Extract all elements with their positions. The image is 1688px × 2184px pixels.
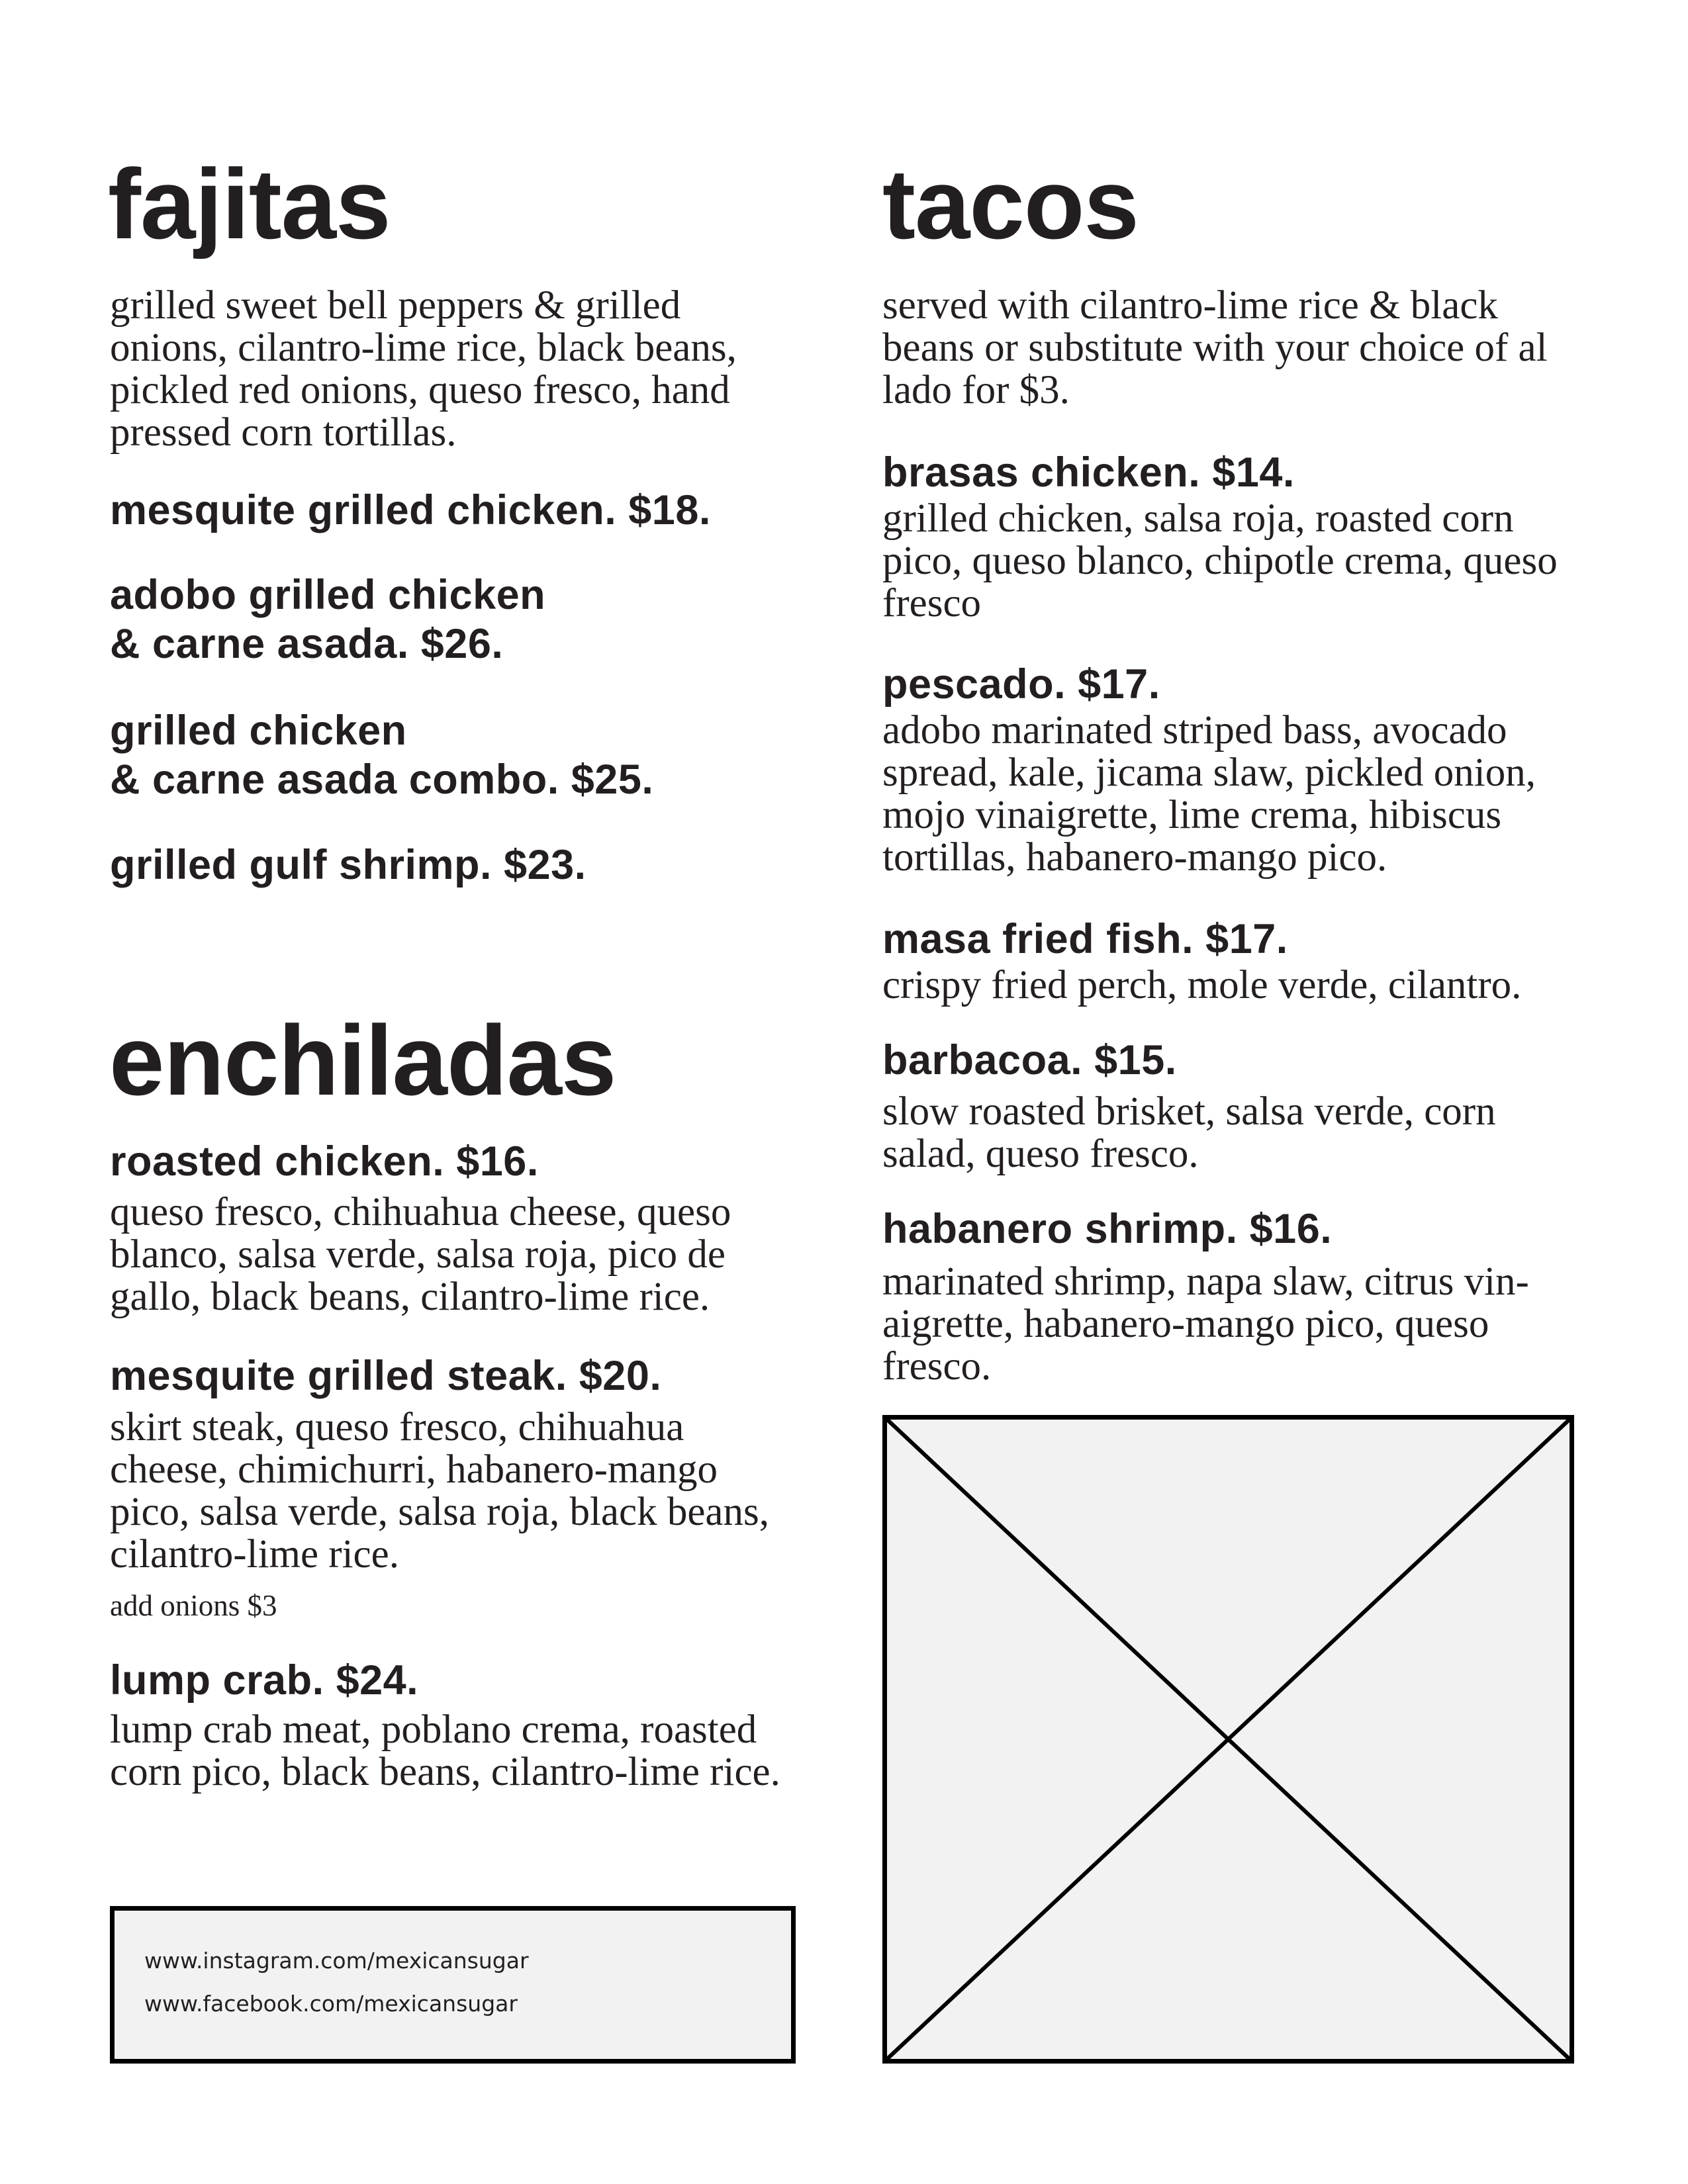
tacos-item-habanero-shrimp: habanero shrimp. $16. — [882, 1206, 1333, 1252]
fajitas-item-mesquite-chicken: mesquite grilled chicken. $18. — [110, 487, 711, 533]
tacos-item-description: grilled chicken, salsa roja, roasted corn pico, queso blanco, chipotle crema, queso fresco — [882, 496, 1558, 625]
fajitas-item-line: & carne asada combo. $25. — [110, 756, 654, 803]
enchiladas-item-grilled-steak: mesquite grilled steak. $20. — [110, 1353, 662, 1399]
enchiladas-item-lump-crab: lump crab. $24. — [110, 1657, 419, 1704]
tacos-item-description: crispy fried perch, mole verde, cilantro. — [882, 963, 1522, 1007]
fajitas-item-gulf-shrimp: grilled gulf shrimp. $23. — [110, 842, 586, 888]
social-links-box — [110, 1906, 796, 2064]
tacos-item-pescado: pescado. $17. — [882, 661, 1160, 707]
enchiladas-item-description: queso fresco, chihuahua cheese, queso blanco, salsa verde, salsa roja, pico de gallo, black beans, cilantro-lime rice. — [110, 1190, 731, 1319]
tacos-heading: tacos — [882, 148, 1139, 259]
fajitas-item-line: & carne asada. $26. — [110, 621, 504, 667]
enchiladas-item-note: add onions $3 — [110, 1589, 277, 1622]
tacos-item-masa-fried-fish: masa fried fish. $17. — [882, 916, 1288, 962]
tacos-description: served with cilantro-lime rice & black beans or substitute with your choice of al lado for $3. — [882, 283, 1548, 412]
fajitas-item-adobo-combo — [110, 570, 545, 668]
image-placeholder — [882, 1415, 1574, 2064]
enchiladas-item-description: skirt steak, queso fresco, chihuahua cheese, chimichurri, habanero-mango pico, salsa verde, salsa roja, black beans, cilantro-lime rice. — [110, 1405, 769, 1576]
enchiladas-heading: enchiladas — [109, 1005, 616, 1116]
enchiladas-item-description: lump crab meat, poblano crema, roasted corn pico, black beans, cilantro-lime rice. — [110, 1707, 780, 1794]
facebook-link[interactable]: www.facebook.com/mexicansugar — [144, 1991, 518, 2017]
fajitas-item-line: grilled chicken — [110, 707, 407, 754]
tacos-item-description: slow roasted brisket, salsa verde, corn salad, queso fresco. — [882, 1089, 1496, 1176]
enchiladas-item-roasted-chicken: roasted chicken. $16. — [110, 1138, 539, 1185]
fajitas-item-grilled-combo — [110, 706, 653, 804]
fajitas-description: grilled sweet bell peppers & grilled onions, cilantro-lime rice, black beans, pickled red onions, queso fresco, hand pressed corn tortillas. — [110, 283, 737, 455]
tacos-item-brasas-chicken: brasas chicken. $14. — [882, 449, 1295, 496]
instagram-link[interactable]: www.instagram.com/mexicansugar — [144, 1948, 529, 1974]
fajitas-item-line: adobo grilled chicken — [110, 572, 546, 618]
tacos-item-description: adobo marinated striped bass, avocado spread, kale, jicama slaw, pickled onion, mojo vinaigrette, lime crema, hibiscus tortillas, habanero-mango pico. — [882, 708, 1536, 880]
fajitas-heading: fajitas — [108, 148, 391, 259]
tacos-item-barbacoa: barbacoa. $15. — [882, 1037, 1177, 1083]
image-placeholder-icon — [882, 1415, 1574, 2064]
tacos-item-description: marinated shrimp, napa slaw, citrus vin- aigrette, habanero-mango pico, queso fresco. — [882, 1259, 1529, 1388]
